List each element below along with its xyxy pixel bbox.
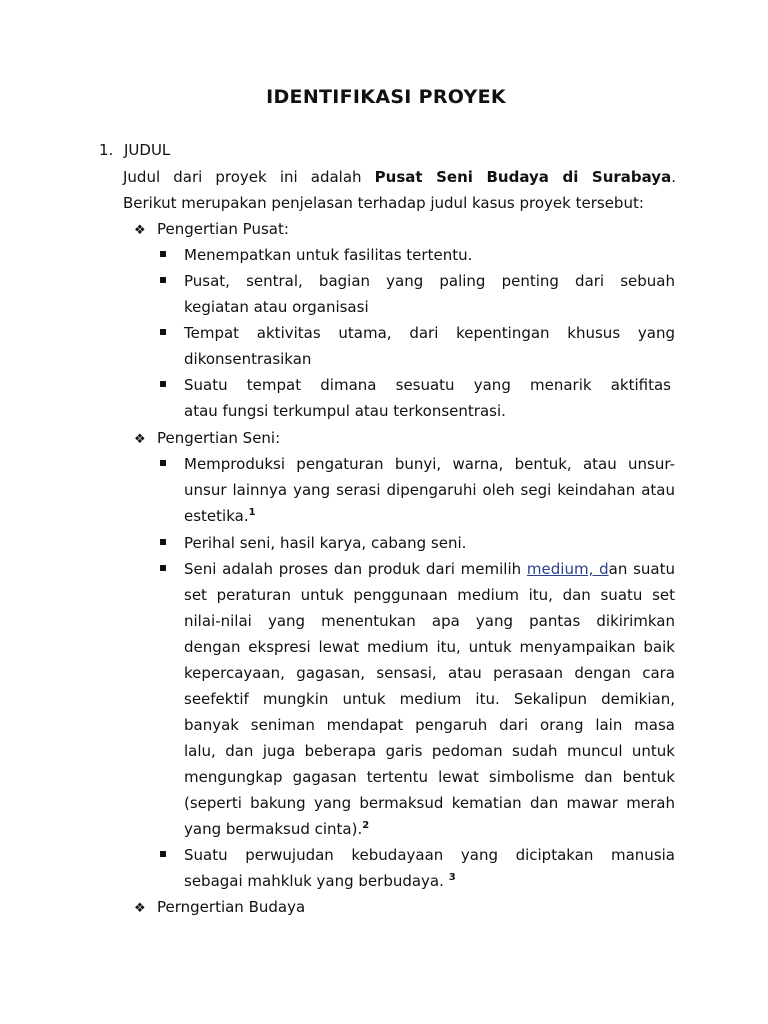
- list-item-cont: seefektif mungkin untuk medium itu. Sekalipun demikian,: [184, 690, 675, 708]
- page-title: IDENTIFIKASI PROYEK: [266, 86, 506, 108]
- list-item: Suatu tempat dimana sesuatu yang menarik aktifitas: [184, 376, 671, 394]
- square-bullet-icon: [160, 851, 166, 857]
- intro-line-1: Judul dari proyek ini adalah Pusat Seni Budaya di Surabaya.: [123, 168, 676, 186]
- list-item: Perihal seni, hasil karya, cabang seni.: [184, 534, 467, 552]
- list-item: Menempatkan untuk fasilitas tertentu.: [184, 246, 473, 264]
- section-number: 1.: [99, 141, 114, 159]
- list-item-cont: dikonsentrasikan: [184, 350, 312, 368]
- square-bullet-icon: [160, 539, 166, 545]
- list-item-cont: lalu, dan juga beberapa garis pedoman sudah muncul untuk: [184, 742, 675, 760]
- list-item-cont: mengungkap gagasan tertentu lewat simbolisme dan bentuk: [184, 768, 675, 786]
- list-item: Tempat aktivitas utama, dari kepentingan khusus yang: [184, 324, 675, 342]
- list-item-cont: nilai-nilai yang menentukan apa yang pantas dikirimkan: [184, 612, 675, 630]
- section-heading: [99, 141, 170, 159]
- list-item-cont: kegiatan atau organisasi: [184, 298, 369, 316]
- diamond-bullet-icon: ❖: [134, 223, 146, 238]
- project-name: Pusat Seni Budaya di Surabaya: [374, 168, 672, 186]
- square-bullet-icon: [160, 381, 166, 387]
- footnote-ref: 2: [362, 820, 370, 831]
- subheading-budaya: ❖ Perngertian Budaya: [134, 894, 305, 922]
- square-bullet-icon: [160, 251, 166, 257]
- diamond-bullet-icon: ❖: [134, 901, 146, 916]
- list-item-cont: atau fungsi terkumpul atau terkonsentrasi.: [184, 402, 506, 420]
- list-item: Seni adalah proses dan produk dari memilih medium, dan suatu: [184, 560, 675, 578]
- list-item-cont: yang bermaksud cinta).$^2$: [184, 820, 370, 838]
- list-item-cont: sebagai mahkluk yang berbudaya. $^3$: [184, 872, 456, 890]
- subheading-pusat: ❖ Pengertian Pusat:: [134, 216, 289, 244]
- intro-line-2: Berikut merupakan penjelasan terhadap judul kasus proyek tersebut:: [123, 194, 644, 212]
- list-item-cont: dengan ekspresi lewat medium itu, untuk menyampaikan baik: [184, 638, 675, 656]
- medium-link[interactable]: medium, d: [526, 560, 609, 578]
- footnote-ref: 1: [248, 507, 256, 518]
- section-title: JUDUL: [124, 141, 171, 159]
- subheading-seni: ❖ Pengertian Seni:: [134, 425, 280, 453]
- footnote-ref: 3: [448, 872, 456, 883]
- list-item-cont: unsur lainnya yang serasi dipengaruhi oleh segi keindahan atau: [184, 481, 675, 499]
- list-item-cont: set peraturan untuk penggunaan medium itu, dan suatu set: [184, 586, 675, 604]
- list-item-cont: banyak seniman mendapat pengaruh dari orang lain masa: [184, 716, 675, 734]
- square-bullet-icon: [160, 277, 166, 283]
- list-item: Suatu perwujudan kebudayaan yang diciptakan manusia: [184, 846, 675, 864]
- list-item-cont: estetika.$^1$: [184, 507, 256, 525]
- square-bullet-icon: [160, 565, 166, 571]
- list-item: Memproduksi pengaturan bunyi, warna, bentuk, atau unsur-: [184, 455, 675, 473]
- list-item-cont: kepercayaan, gagasan, sensasi, atau perasaan dengan cara: [184, 664, 675, 682]
- diamond-bullet-icon: ❖: [134, 432, 146, 447]
- square-bullet-icon: [160, 460, 166, 466]
- square-bullet-icon: [160, 329, 166, 335]
- list-item: Pusat, sentral, bagian yang paling penting dari sebuah: [184, 272, 675, 290]
- list-item-cont: (seperti bakung yang bermaksud kematian dan mawar merah: [184, 794, 675, 812]
